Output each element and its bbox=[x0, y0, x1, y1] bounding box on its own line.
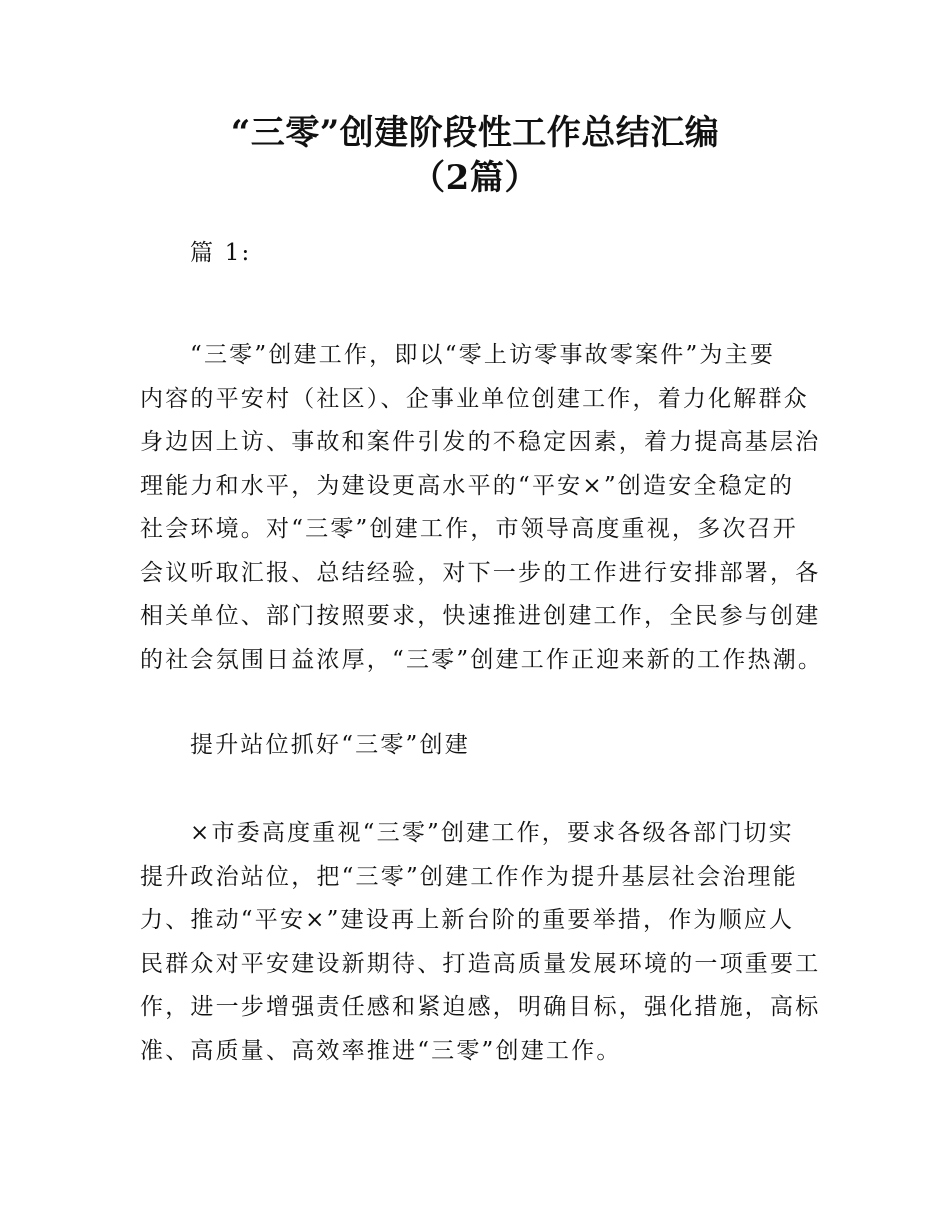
paragraph-line: 的社会氛围日益浓厚，“三零”创建工作正迎来新的工作热潮。 bbox=[140, 646, 824, 673]
paragraph-line: 准、高质量、高效率推进“三零”创建工作。 bbox=[140, 1037, 622, 1064]
document-title: “三零”创建阶段性工作总结汇编 bbox=[230, 113, 720, 153]
paragraph-line: 作，进一步增强责任感和紧迫感，明确目标，强化措施，高标 bbox=[140, 994, 821, 1020]
document-subtitle: （2篇） bbox=[411, 158, 539, 198]
section-subheading bbox=[140, 724, 820, 768]
paragraph-line: 相关单位、部门按照要求，快速推进创建工作，全民参与创建 bbox=[140, 603, 821, 629]
subheading-text: 提升站位抓好“三零”创建 bbox=[190, 732, 470, 758]
paragraph-line: “三零”创建工作，即以“零上访零事故零案件”为主要 bbox=[190, 342, 776, 368]
paragraph-1 bbox=[140, 334, 824, 682]
paragraph-2 bbox=[140, 812, 820, 1073]
paragraph-line: 社会环境。对“三零”创建工作，市领导高度重视，多次召开 bbox=[140, 516, 798, 542]
section-label-text: 篇 1: bbox=[190, 240, 252, 266]
paragraph-line: ×市委高度重视“三零”创建工作，要求各级各部门切实 bbox=[190, 820, 794, 846]
paragraph-line: 力、推动“平安×”建设再上新台阶的重要举措，作为顺应人 bbox=[140, 907, 795, 933]
paragraph-line: 身边因上访、事故和案件引发的不稳定因素，着力提高基层治 bbox=[140, 429, 821, 455]
paragraph-line: 会议听取汇报、总结经验，对下一步的工作进行安排部署，各 bbox=[140, 559, 821, 586]
paragraph-line: 民群众对平安建设新期待、打造高质量发展环境的一项重要工 bbox=[140, 950, 821, 977]
paragraph-line: 提升政治站位，把“三零”创建工作作为提升基层社会治理能 bbox=[140, 863, 798, 890]
section-label bbox=[140, 232, 820, 276]
paragraph-line: 理能力和水平，为建设更高水平的“平安×”创造安全稳定的 bbox=[140, 472, 795, 499]
paragraph-line: 内容的平安村（社区）、企事业单位创建工作，着力化解群众 bbox=[140, 385, 809, 412]
